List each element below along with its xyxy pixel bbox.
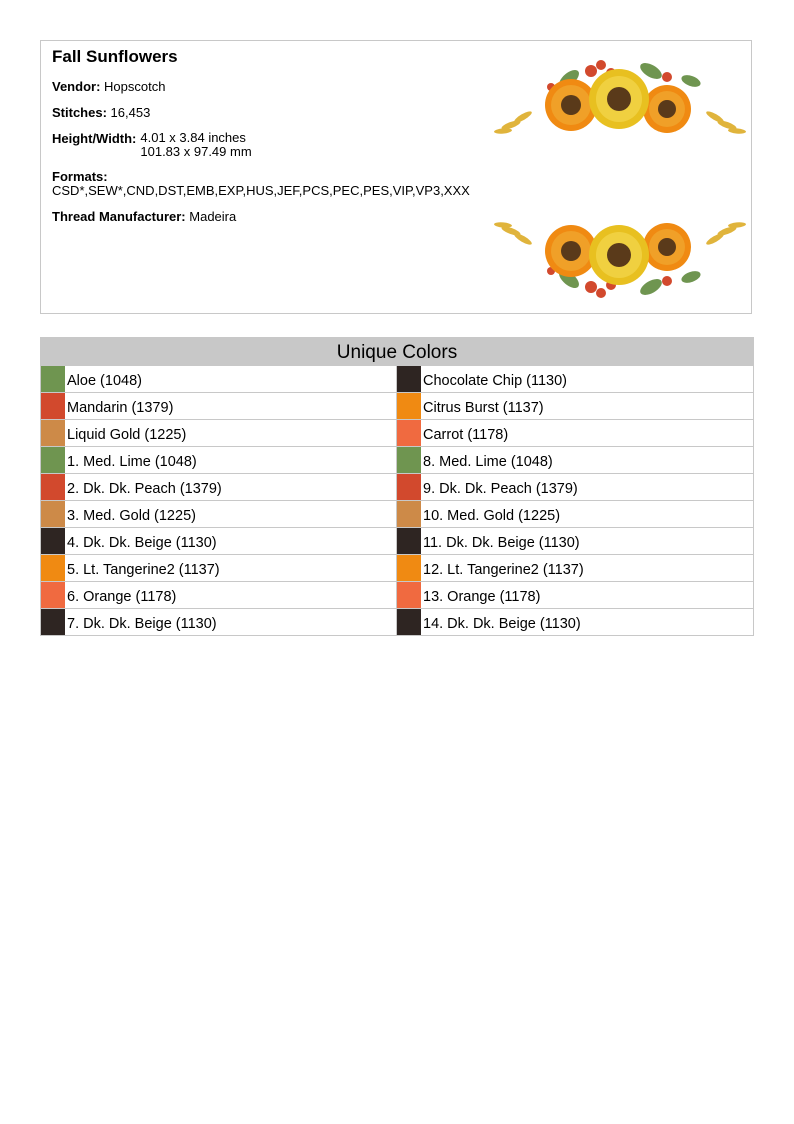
color-row xyxy=(397,609,753,635)
height-width-row xyxy=(52,131,482,159)
color-row xyxy=(41,501,397,528)
color-swatch xyxy=(397,609,421,635)
color-swatch xyxy=(397,528,421,554)
height-width-values xyxy=(140,131,251,159)
color-label: Aloe (1048) xyxy=(67,373,142,389)
color-label: 10. Med. Gold (1225) xyxy=(423,508,561,524)
color-swatch xyxy=(397,447,421,473)
sunflower-right xyxy=(643,223,691,271)
color-row xyxy=(397,555,753,582)
color-swatch xyxy=(41,609,65,635)
vendor-label: Vendor: xyxy=(52,79,101,94)
color-label: 11. Dk. Dk. Beige (1130) xyxy=(423,535,580,551)
unique-colors-header: Unique Colors xyxy=(41,338,753,366)
color-label: Citrus Burst (1137) xyxy=(423,400,544,416)
color-label: Liquid Gold (1225) xyxy=(67,427,187,443)
color-label: 7. Dk. Dk. Beige (1130) xyxy=(67,616,217,632)
wheat-left xyxy=(494,109,533,134)
color-row xyxy=(41,609,397,635)
color-row xyxy=(41,447,397,474)
color-row xyxy=(397,366,753,393)
color-swatch xyxy=(41,366,65,392)
stitches-row xyxy=(52,105,482,120)
height-width-mm: 101.83 x 97.49 mm xyxy=(140,144,252,159)
color-row xyxy=(41,366,397,393)
color-swatch xyxy=(41,393,65,419)
color-swatch xyxy=(41,582,65,608)
color-swatch xyxy=(41,528,65,554)
color-row xyxy=(41,528,397,555)
colors-column-left xyxy=(41,366,397,635)
thread-label: Thread Manufacturer: xyxy=(52,209,186,224)
color-swatch xyxy=(397,555,421,581)
color-label: 8. Med. Lime (1048) xyxy=(423,454,553,470)
sunflower-center xyxy=(589,225,649,285)
color-row xyxy=(397,501,753,528)
color-label: Chocolate Chip (1130) xyxy=(423,373,568,389)
formats-label: Formats: xyxy=(52,169,108,184)
height-width-label: Height/Width: xyxy=(52,131,137,146)
color-label: 2. Dk. Dk. Peach (1379) xyxy=(67,481,222,497)
color-swatch xyxy=(397,420,421,446)
color-swatch xyxy=(41,420,65,446)
vendor-value: Hopscotch xyxy=(104,79,166,94)
colors-column-right xyxy=(397,366,753,635)
wheat-right xyxy=(705,109,746,134)
color-swatch xyxy=(397,501,421,527)
color-swatch xyxy=(41,474,65,500)
colors-grid xyxy=(41,366,753,635)
vendor-row xyxy=(52,79,482,94)
color-label: 4. Dk. Dk. Beige (1130) xyxy=(67,535,217,551)
color-row xyxy=(397,447,753,474)
color-swatch xyxy=(397,393,421,419)
color-row xyxy=(397,528,753,555)
thread-row xyxy=(52,209,482,224)
color-row xyxy=(397,474,753,501)
formats-value: CSD*,SEW*,CND,DST,EMB,EXP,HUS,JEF,PCS,PEC,PES,VIP,VP3,XXX xyxy=(52,183,470,198)
color-swatch xyxy=(41,447,65,473)
color-label: 13. Orange (1178) xyxy=(423,589,541,605)
design-title: Fall Sunflowers xyxy=(52,47,178,66)
formats-row xyxy=(52,170,482,198)
color-swatch xyxy=(397,474,421,500)
color-label: 9. Dk. Dk. Peach (1379) xyxy=(423,481,578,497)
color-row xyxy=(397,420,753,447)
design-info-card xyxy=(40,40,752,314)
color-label: 14. Dk. Dk. Beige (1130) xyxy=(423,616,581,632)
color-row xyxy=(41,582,397,609)
color-row xyxy=(41,393,397,420)
color-label: 1. Med. Lime (1048) xyxy=(67,454,197,470)
color-row xyxy=(41,555,397,582)
sunflower-left xyxy=(545,79,597,131)
color-row xyxy=(397,582,753,609)
color-label: 3. Med. Gold (1225) xyxy=(67,508,196,524)
stitches-value: 16,453 xyxy=(110,105,151,120)
color-row xyxy=(397,393,753,420)
wheat-left xyxy=(494,222,533,247)
color-swatch xyxy=(41,501,65,527)
color-swatch xyxy=(397,582,421,608)
color-swatch xyxy=(397,366,421,392)
sunflower-design-image-top xyxy=(491,43,747,143)
thread-value: Madeira xyxy=(189,209,237,224)
sunflower-center xyxy=(589,69,649,129)
color-row xyxy=(41,420,397,447)
sunflower-right xyxy=(643,85,691,133)
height-width-inches: 4.01 x 3.84 inches xyxy=(140,130,246,145)
unique-colors-table xyxy=(40,337,754,636)
wheat-right xyxy=(705,222,746,247)
color-label: Mandarin (1379) xyxy=(67,400,174,416)
color-label: 5. Lt. Tangerine2 (1137) xyxy=(67,562,220,578)
color-label: 6. Orange (1178) xyxy=(67,589,177,605)
color-row xyxy=(41,474,397,501)
color-label: 12. Lt. Tangerine2 (1137) xyxy=(423,562,584,578)
color-swatch xyxy=(41,555,65,581)
sunflower-left xyxy=(545,225,597,277)
stitches-label: Stitches: xyxy=(52,105,107,120)
design-details xyxy=(52,47,482,235)
color-label: Carrot (1178) xyxy=(423,427,509,443)
sunflower-design-image-bottom xyxy=(491,209,747,313)
